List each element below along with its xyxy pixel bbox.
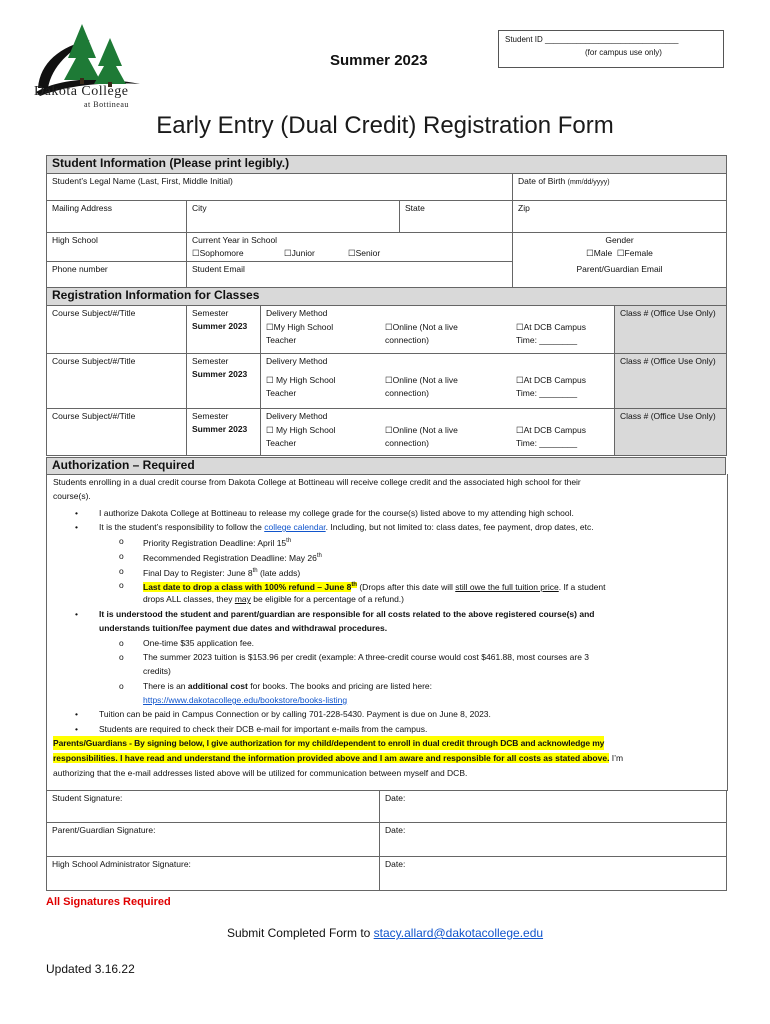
sophomore-checkbox[interactable]: ☐Sophomore: [192, 248, 244, 258]
updated-date: Updated 3.16.22: [46, 962, 135, 976]
auth-intro-cont: course(s).: [53, 491, 91, 501]
my-high-school-checkbox[interactable]: ☐ My High School Teacher: [266, 375, 336, 398]
college-calendar-link[interactable]: college calendar: [264, 522, 326, 532]
dcb-campus-checkbox[interactable]: ☐At DCB Campus Time: ________: [516, 322, 586, 345]
mailing-address-field[interactable]: Mailing Address: [47, 201, 187, 233]
submit-email-link[interactable]: stacy.allard@dakotacollege.edu: [373, 926, 544, 940]
student-signature-field[interactable]: Student Signature:: [47, 791, 380, 823]
student-email-field[interactable]: Student Email: [187, 262, 513, 288]
course-row: [47, 409, 727, 456]
auth-bullet: Students are required to check their DCB e-mail for important e-mails from the campus.: [99, 724, 428, 734]
semester-cell: Semester Summer 2023: [187, 354, 261, 409]
parent-signature-field[interactable]: Parent/Guardian Signature:: [47, 823, 380, 857]
parent-consent: Parents/Guardians - By signing below, I give authorization for my child/dependent to enroll in dual credit through DCB and acknowledge my: [53, 736, 604, 750]
admin-signature-field[interactable]: High School Administrator Signature:: [47, 857, 380, 891]
authorization-header: [46, 457, 726, 475]
state-field[interactable]: State: [400, 201, 513, 233]
gender-field[interactable]: Gender ☐Male ☐Female: [513, 233, 727, 262]
semester-cell: Semester Summer 2023: [187, 306, 261, 354]
authorization-heading: Authorization – Required: [47, 458, 726, 475]
auth-bullet: I authorize Dakota College at Bottineau to release my college grade for the course(s) listed above to my attending high school.: [99, 508, 574, 518]
student-id-box: [498, 30, 724, 68]
course-field[interactable]: Course Subject/#/Title: [47, 354, 187, 409]
delivery-method: Delivery Method ☐My High School Teacher ☐Online (Not a live connection) ☐At DCB Campus Time: ________: [261, 306, 615, 354]
current-year-field[interactable]: Current Year in School ☐Sophomore ☐Junior ☐Senior: [187, 233, 513, 262]
course-field[interactable]: Course Subject/#/Title: [47, 409, 187, 456]
course-row: [47, 354, 727, 409]
high-school-field[interactable]: High School: [47, 233, 187, 262]
bullet-icon: •: [75, 709, 78, 719]
bullet-icon: •: [75, 508, 78, 518]
parent-email-field[interactable]: Parent/Guardian Email: [513, 262, 727, 288]
cost-item: One-time $35 application fee.: [143, 638, 255, 648]
admin-date-field[interactable]: Date:: [380, 857, 727, 891]
student-date-field[interactable]: Date:: [380, 791, 727, 823]
cost-item: The summer 2023 tuition is $153.96 per credit (example: A three-credit course would cost $461.88, most courses are 3: [143, 652, 590, 662]
class-number-cell: Class # (Office Use Only): [615, 306, 727, 354]
circle-bullet-icon: o: [119, 566, 124, 576]
circle-bullet-icon: o: [119, 580, 124, 590]
deadline-item: Priority Registration Deadline: April 15th: [143, 537, 292, 548]
registration-table: [46, 287, 727, 456]
parent-date-field[interactable]: Date:: [380, 823, 727, 857]
delivery-method: Delivery Method ☐ My High School Teacher ☐Online (Not a live connection) ☐At DCB Campus Time: ________: [261, 409, 615, 456]
logo-subtext: at Bottineau: [84, 100, 129, 109]
my-high-school-checkbox[interactable]: ☐ My High School Teacher: [266, 425, 336, 448]
student-info-table: [46, 155, 727, 288]
dcb-campus-checkbox[interactable]: ☐At DCB Campus Time: ________: [516, 425, 586, 448]
class-number-cell: Class # (Office Use Only): [615, 354, 727, 409]
semester-cell: Semester Summer 2023: [187, 409, 261, 456]
deadline-item-cont: drops ALL classes, they may be eligible for a percentage of a refund.): [143, 594, 404, 604]
bullet-icon: •: [75, 522, 78, 532]
legal-name-field[interactable]: Student’s Legal Name (Last, First, Middle Initial): [47, 174, 513, 201]
online-checkbox[interactable]: ☐Online (Not a live connection): [385, 375, 458, 398]
deadline-item: Last date to drop a class with 100% refund – June 8th (Drops after this date will still owe the full tuition price. If a student: [143, 581, 606, 592]
bullet-icon: •: [75, 609, 78, 619]
cost-item-cont: credits): [143, 666, 171, 676]
signatures-required-note: All Signatures Required: [46, 896, 171, 908]
auth-bullet-cont: understands tuition/fee payment due dates and withdrawal procedures.: [99, 623, 388, 633]
junior-checkbox[interactable]: ☐Junior: [284, 248, 315, 258]
cost-item: There is an additional cost for books. The books and pricing are listed here:: [143, 681, 432, 691]
season-label: Summer 2023: [330, 52, 428, 69]
course-row: [47, 306, 727, 354]
logo-text: Dakota College: [34, 84, 129, 99]
my-high-school-checkbox[interactable]: ☐My High School Teacher: [266, 322, 334, 345]
student-id-note: (for campus use only): [585, 48, 662, 57]
auth-intro: Students enrolling in a dual credit course from Dakota College at Bottineau will receive college credit and the associated high school for their: [53, 477, 581, 487]
online-checkbox[interactable]: ☐Online (Not a live connection): [385, 425, 458, 448]
dcb-campus-checkbox[interactable]: ☐At DCB Campus Time: ________: [516, 375, 586, 398]
class-number-cell: Class # (Office Use Only): [615, 409, 727, 456]
page-title: Early Entry (Dual Credit) Registration Form: [156, 112, 614, 139]
phone-field[interactable]: Phone number: [47, 262, 187, 288]
registration-heading: Registration Information for Classes: [47, 288, 727, 306]
senior-checkbox[interactable]: ☐Senior: [348, 248, 381, 258]
student-info-heading: Student Information (Please print legibly.): [47, 156, 727, 174]
city-field[interactable]: City: [187, 201, 400, 233]
circle-bullet-icon: o: [119, 536, 124, 546]
delivery-method: Delivery Method ☐ My High School Teacher ☐Online (Not a live connection) ☐At DCB Campus Time: ________: [261, 354, 615, 409]
bullet-icon: •: [75, 724, 78, 734]
male-checkbox[interactable]: ☐Male: [586, 248, 613, 258]
deadline-item: Recommended Registration Deadline: May 26th: [143, 552, 322, 563]
student-id-label: Student ID ______________________________: [505, 35, 679, 44]
deadline-item: Final Day to Register: June 8th (late adds): [143, 567, 301, 578]
bookstore-link[interactable]: https://www.dakotacollege.edu/bookstore/books-listing: [143, 695, 348, 705]
circle-bullet-icon: o: [119, 681, 124, 691]
female-checkbox[interactable]: ☐Female: [616, 248, 653, 258]
auth-bullet: Tuition can be paid in Campus Connection or by calling 701-228-5430. Payment is due on June 8, 2023.: [99, 709, 491, 719]
auth-bullet: It is understood the student and parent/guardian are responsible for all costs related to the above registered course(s) and: [99, 609, 595, 619]
submit-instructions: Submit Completed Form to stacy.allard@dakotacollege.edu: [226, 926, 544, 940]
parent-consent-end: authorizing that the e-mail addresses listed above will be utilized for communication between myself and DCB.: [53, 768, 468, 778]
parent-consent-cont: responsibilities. I have read and understand the information provided above and I am aware and responsible for all costs as stated above. I’m: [53, 753, 624, 763]
signature-table: [46, 790, 727, 891]
circle-bullet-icon: o: [119, 551, 124, 561]
zip-field[interactable]: Zip: [513, 201, 727, 233]
dob-field[interactable]: Date of Birth (mm/dd/yyyy): [513, 174, 727, 201]
auth-bullet: It is the student’s responsibility to follow the college calendar. Including, but not limited to: class dates, fee payment, drop dates, etc.: [99, 522, 594, 532]
circle-bullet-icon: o: [119, 638, 124, 648]
authorization-section: [46, 474, 728, 791]
online-checkbox[interactable]: ☐Online (Not a live connection): [385, 322, 458, 345]
course-field[interactable]: Course Subject/#/Title: [47, 306, 187, 354]
circle-bullet-icon: o: [119, 652, 124, 662]
